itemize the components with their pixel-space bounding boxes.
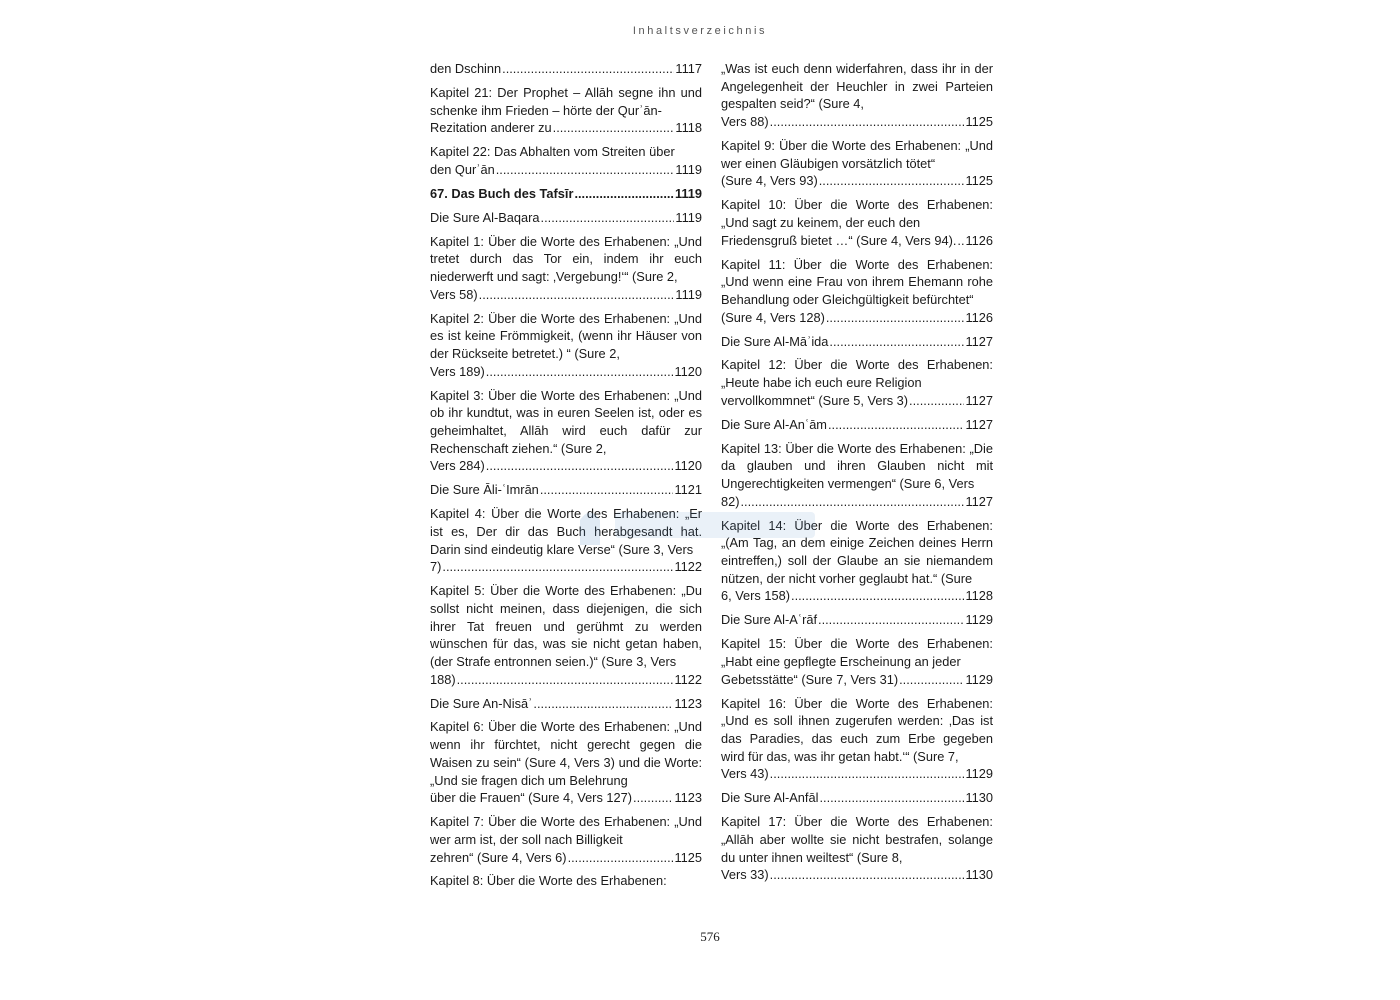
toc-entry-title: (Sure 4, Vers 128): [721, 309, 825, 325]
dot-leader: [568, 849, 674, 867]
dot-leader: [486, 363, 674, 381]
toc-entry: [430, 143, 702, 178]
toc-entry-title: 82): [721, 493, 740, 509]
dot-leader: [909, 392, 964, 410]
toc-entry-title: über die Frauen“ (Sure 4, Vers 127): [430, 790, 633, 806]
toc-entry: [721, 611, 993, 629]
toc-page-number: 1119: [675, 161, 702, 177]
toc-entry: [721, 333, 993, 351]
toc-page-number: 1129: [965, 612, 993, 628]
toc-entry: [721, 789, 993, 807]
dot-leader: [791, 587, 964, 605]
toc-entry-leader-line: [430, 60, 702, 78]
toc-entry-text: Kapitel 9: Über die Worte des Erhabenen: „Und wer einen Gläubigen vorsätzlich tötet“: [721, 138, 993, 171]
toc-entry: [721, 256, 993, 327]
toc-entry: [430, 505, 702, 576]
toc-page-number: 1126: [965, 309, 993, 325]
toc-entry-title: Vers 284): [430, 458, 485, 474]
toc-entry-leader-line: [721, 113, 993, 131]
toc-page-number: 1130: [965, 790, 993, 806]
toc-entry-text: Kapitel 13: Über die Worte des Erhabenen: „Die da glauben und ihren Glauben nicht mit Ungerechtigkeiten vermengen“ (Sure 6, Vers: [721, 440, 993, 492]
toc-entry-text: Kapitel 11: Über die Worte des Erhabenen: „Und wenn eine Frau von ihrem Ehemann rohe Behandlung oder Gleichgültigkeit befürchtet“: [721, 256, 993, 307]
toc-entry-leader-line: [721, 172, 993, 190]
toc-entry-leader-line: [430, 363, 702, 381]
toc-entry-title: Vers 189): [430, 363, 485, 379]
toc-entry-leader-line: [430, 209, 702, 227]
toc-page-number: 1118: [675, 120, 702, 136]
toc-entry: [721, 517, 993, 606]
toc-entry-leader-line: [721, 587, 993, 605]
toc-entry: [430, 387, 702, 476]
toc-page-number: 1127: [965, 333, 993, 349]
toc-entry-leader-line: [430, 849, 702, 867]
toc-entry-leader-line: [430, 161, 702, 179]
toc-entry-title: Die Sure Al-Anʿām: [721, 416, 827, 432]
toc-entry: [430, 60, 702, 78]
dot-leader: [540, 481, 674, 499]
toc-entry: [721, 440, 993, 511]
toc-entry-title: zehren“ (Sure 4, Vers 6): [430, 849, 567, 865]
toc-entry: [430, 872, 702, 890]
toc-entry-title: den Qurʾān: [430, 161, 495, 177]
toc-entry-leader-line: [721, 493, 993, 511]
toc-entry-title: Vers 88): [721, 114, 769, 130]
toc-entry: [430, 813, 702, 866]
toc-entry-leader-line: [430, 481, 702, 499]
dot-leader: [442, 558, 673, 576]
toc-entry-leader-line: [430, 789, 702, 807]
toc-entry-leader-line: [721, 333, 993, 351]
toc-entry-title: Die Sure Al-Anfāl: [721, 790, 819, 806]
dot-leader: [633, 789, 673, 807]
toc-page-number: 1125: [965, 173, 993, 189]
toc-entry-leader-line: [430, 558, 702, 576]
toc-entry-leader-line: [430, 185, 702, 203]
toc-entry-leader-line: [430, 119, 702, 137]
toc-entry-title: Gebetsstätte“ (Sure 7, Vers 31): [721, 671, 899, 687]
toc-entry-leader-line: [430, 286, 702, 304]
toc-page-number: 1129: [965, 671, 993, 687]
toc-entry-title: Die Sure Al-Māʾida: [721, 333, 829, 349]
toc-entry-title: Die Sure Al-Aʿrāf: [721, 612, 818, 628]
toc-entry-text: Kapitel 8: Über die Worte des Erhabenen:: [430, 873, 667, 889]
toc-entry: [721, 416, 993, 434]
toc-entry-text: Kapitel 14: Über die Worte des Erhabenen: „(Am Tag, an dem einige Zeichen deines Herrn eintreffen,) soll der Glaube an sie niemandem nützen, der nicht vorher geglaubt hat.“ (Sure: [721, 517, 993, 586]
toc-entry-text: Kapitel 22: Das Abhalten vom Streiten über: [430, 144, 675, 160]
toc-page-number: 1121: [674, 482, 702, 498]
toc-entry-title: Die Sure Al-Baqara: [430, 209, 540, 225]
toc-entry-text: Kapitel 16: Über die Worte des Erhabenen: „Und es soll ihnen zugerufen werden: ‚Das ist das Paradies, das euch zum Erbe gegeben wird für das, was ihr getan habt.‘“ (Sure 7,: [721, 695, 993, 764]
toc-entry-title: den Dschinn: [430, 61, 502, 76]
toc-entry-leader-line: [721, 765, 993, 783]
toc-entry: [721, 813, 993, 884]
toc-entry: [721, 695, 993, 784]
toc-entry-title: Vers 58): [430, 286, 478, 302]
toc-entry-text: Kapitel 5: Über die Worte des Erhabenen: „Du sollst nicht meinen, dass diejenigen, die sich ihrer Tat freuen und gerühmt zu werden wünschen für das, was sie nicht getan haben, (der Strafe entronnen seien.)“ (Sure 3, Vers: [430, 583, 702, 669]
dot-leader: [496, 161, 675, 179]
toc-entry-title: Rezitation anderer zu: [430, 120, 552, 136]
toc-entry-text: Kapitel 12: Über die Worte des Erhabenen: „Heute habe ich euch eure Religion: [721, 357, 993, 391]
toc-entry-title: 188): [430, 671, 456, 687]
toc-page-number: 1128: [965, 588, 993, 604]
toc-entry: [721, 196, 993, 249]
toc-entry-leader-line: [721, 866, 993, 884]
toc-entry: [721, 356, 993, 409]
toc-entry-leader-line: [721, 232, 993, 250]
toc-entry: [430, 695, 702, 713]
toc-page-number: 1123: [674, 790, 702, 806]
toc-page-number: 1130: [965, 867, 993, 883]
toc-page-number: 1125: [965, 114, 993, 130]
dot-leader: [819, 172, 965, 190]
dot-leader: [486, 457, 674, 475]
dot-leader: [819, 789, 964, 807]
dot-leader: [818, 611, 964, 629]
toc-entry-title: vervollkommnet“ (Sure 5, Vers 3): [721, 392, 909, 408]
toc-entry-title: Friedensgruß bietet …“ (Sure 4, Vers 94).: [721, 232, 957, 248]
toc-page-number: 1117: [675, 61, 702, 76]
toc-columns: [430, 60, 993, 896]
toc-entry: [430, 310, 702, 381]
toc-page-number: 1123: [674, 695, 702, 711]
dot-leader: [828, 416, 965, 434]
dot-leader: [826, 309, 965, 327]
toc-entry-title: Die Sure Āli-ʿImrān: [430, 482, 539, 498]
toc-entry-leader-line: [721, 671, 993, 689]
toc-entry-leader-line: [721, 392, 993, 410]
dot-leader: [957, 232, 964, 250]
dot-leader: [479, 286, 675, 304]
toc-page-number: 1126: [965, 232, 993, 248]
toc-entry-leader-line: [430, 695, 702, 713]
toc-entry-text: Kapitel 17: Über die Worte des Erhabenen: „Allāh aber wollte sie nicht bestrafen, solange du unter ihnen weiltest“ (Sure 8,: [721, 814, 993, 865]
toc-page-number: 1127: [965, 392, 993, 408]
toc-entry-title: 67. Das Buch des Tafsīr: [430, 185, 574, 201]
toc-entry-title: Vers 43): [721, 766, 769, 782]
toc-entry-title: (Sure 4, Vers 93): [721, 173, 818, 189]
toc-entry-text: Kapitel 7: Über die Worte des Erhabenen: „Und wer arm ist, der soll nach Billigkeit: [430, 814, 702, 847]
toc-entry-text: Kapitel 3: Über die Worte des Erhabenen: „Und ob ihr kundtut, was in euren Seelen ist, oder es geheimhaltet, Allāh wird euch dafür zur Rechenschaft ziehen.“ (Sure 2,: [430, 387, 702, 456]
toc-page-number: 1120: [674, 458, 702, 474]
toc-entry-leader-line: [430, 671, 702, 689]
dot-leader: [574, 185, 674, 203]
toc-entry-leader-line: [721, 789, 993, 807]
toc-entry: [430, 582, 702, 688]
toc-entry: [430, 209, 702, 227]
dot-leader: [533, 695, 673, 713]
toc-entry-title: 7): [430, 559, 442, 575]
toc-page-number: 1127: [965, 416, 993, 432]
toc-entry-text: Kapitel 2: Über die Worte des Erhabenen: „Und es ist keine Frömmigkeit, (wenn ihr Häuser von der Rückseite betretet.) “ (Sure 2,: [430, 310, 702, 361]
toc-entry-text: Kapitel 6: Über die Worte des Erhabenen: „Und wenn ihr fürchtet, nicht gerecht gegen die Waisen zu sein“ (Sure 4, Vers 3) und die Worte: „Und sie fragen dich um Belehrung: [430, 719, 702, 788]
toc-page-number: 1122: [674, 559, 702, 575]
toc-entry-title: Vers 33): [721, 867, 769, 883]
toc-entry-title: 6, Vers 158): [721, 588, 791, 604]
dot-leader: [770, 765, 965, 783]
toc-page-number: 1125: [674, 849, 702, 865]
toc-page-number: 1120: [674, 363, 702, 379]
dot-leader: [553, 119, 675, 137]
toc-entry: [430, 233, 702, 304]
toc-entry: [430, 84, 702, 137]
toc-entry: [721, 60, 993, 131]
toc-entry-leader-line: [721, 611, 993, 629]
running-header: Inhaltsverzeichnis: [632, 25, 768, 37]
dot-leader: [770, 866, 965, 884]
toc-entry-text: Kapitel 4: Über die Worte des Erhabenen: „Er ist es, Der dir das Buch herabgesandt hat. Darin sind eindeutig klare Verse“ (Sure 3, Vers: [430, 506, 702, 557]
toc-page-number: 1119: [674, 185, 702, 201]
toc-page-number: 1119: [675, 209, 702, 225]
toc-entry: [430, 481, 702, 499]
toc-page-number: 1129: [965, 766, 993, 782]
dot-leader: [829, 333, 964, 351]
toc-entry-text: Kapitel 15: Über die Worte des Erhabenen: „Habt eine gepflegte Erscheinung an jeder: [721, 636, 993, 669]
toc-entry-leader-line: [721, 309, 993, 327]
toc-entry-text: Kapitel 1: Über die Worte des Erhabenen: „Und tretet durch das Tor ein, indem ihr euch niederwerft und sagt: ‚Vergebung!‘“ (Sure 2,: [430, 233, 702, 284]
toc-page-number: 1119: [675, 286, 702, 302]
toc-entry: [721, 137, 993, 190]
toc-page-number: 1122: [674, 671, 702, 687]
toc-entry-leader-line: [430, 457, 702, 475]
toc-page-number: 1127: [965, 493, 993, 509]
dot-leader: [741, 493, 965, 511]
toc-entry-text: Kapitel 21: Der Prophet – Allāh segne ihn und schenke ihm Frieden – hörte der Qurʾān-: [430, 84, 702, 118]
dot-leader: [457, 671, 674, 689]
toc-entry-leader-line: [721, 416, 993, 434]
toc-entry-text: Kapitel 10: Über die Worte des Erhabenen: „Und sagt zu keinem, der euch den: [721, 197, 993, 230]
toc-left-column: [430, 60, 702, 896]
dot-leader: [502, 60, 674, 78]
toc-right-column: [721, 60, 993, 896]
page-number: 576: [700, 929, 720, 944]
dot-leader: [770, 113, 965, 131]
dot-leader: [899, 671, 964, 689]
dot-leader: [541, 209, 675, 227]
toc-entry: [430, 185, 702, 203]
toc-entry: [721, 635, 993, 688]
toc-entry: [430, 718, 702, 807]
toc-entry-text: „Was ist euch denn widerfahren, dass ihr in der Angelegenheit der Heuchler in zwei Parteien gespalten seid?“ (Sure 4,: [721, 61, 993, 112]
toc-entry-title: Die Sure An-Nisāʾ: [430, 695, 533, 711]
